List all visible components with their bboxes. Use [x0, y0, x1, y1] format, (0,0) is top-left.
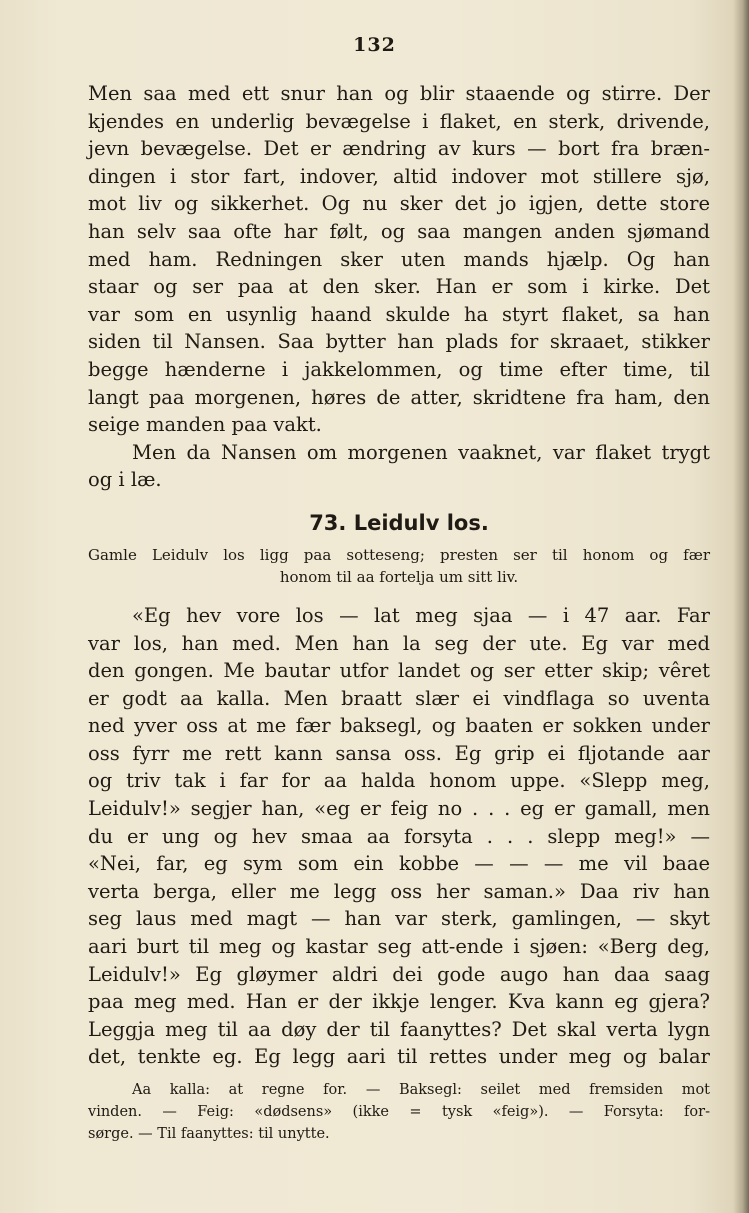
text-line: med ham. Redningen sker uten mands hjælp. Og han: [88, 247, 710, 271]
intro-line: Gamle Leidulv los ligg paa sotteseng; presten ser til honom og fær: [88, 545, 710, 564]
text-line: var som en usynlig haand skulde ha styrt flaket, sa han: [88, 302, 710, 326]
text-line: langt paa morgenen, høres de atter, skridtene fra ham, den: [88, 385, 710, 409]
text-line: verta berga, eller me legg oss her saman.» Daa riv han: [88, 879, 710, 903]
text-line: dingen i stor fart, indover, altid indover mot stillere sjø,: [88, 164, 710, 188]
text-line: siden til Nansen. Saa bytter han plads for skraaet, stikker: [88, 330, 710, 354]
paragraph-1: [88, 80, 710, 439]
text-line: seige manden paa vakt.: [88, 413, 322, 437]
text-line: kjendes en underlig bevægelse i flaket, en sterk, drivende,: [88, 109, 710, 133]
page-number: 132: [353, 34, 396, 56]
text-line: aari burt til meg og kastar seg att-ende i sjøen: «Berg deg,: [88, 935, 710, 959]
text-line: og i læ.: [88, 468, 162, 492]
footnote-line: Aa kalla: at regne for. — Baksegl: seilet med fremsiden mot: [132, 1082, 710, 1098]
text-line: Men da Nansen om morgenen vaaknet, var flaket trygt: [132, 440, 710, 464]
section-title: 73. Leidulv los.: [309, 510, 489, 535]
text-line: den gongen. Me bautar utfor landet og ser etter skip; vêret: [88, 659, 710, 683]
paragraph-2: [88, 439, 710, 494]
text-line: det, tenkte eg. Eg legg aari til rettes under meg og balar: [88, 1045, 710, 1069]
section-intro: [88, 544, 710, 588]
text-line: begge hænderne i jakkelommen, og time efter time, til: [88, 357, 710, 381]
text-line: Leidulv!» Eg gløymer aldri dei gode augo han daa saag: [88, 962, 710, 986]
text-line: seg laus med magt — han var sterk, gamlingen, — skyt: [88, 907, 710, 931]
footnote-line: vinden. — Feig: «dødsens» (ikke = tysk «feig»). — Forsyta: for-: [88, 1104, 710, 1120]
text-line: paa meg med. Han er der ikkje lenger. Kva kann eg gjera?: [88, 990, 710, 1014]
text-line: «Eg hev vore los — lat meg sjaa — i 47 aar. Far: [132, 603, 710, 627]
text-line: oss fyrr me rett kann sansa oss. Eg grip ei fljotande aar: [88, 741, 710, 765]
text-line: han selv saa ofte har følt, og saa mangen anden sjømand: [88, 219, 710, 243]
text-line: ned yver oss at me fær baksegl, og baaten er sokken under: [88, 714, 710, 738]
text-line: er godt aa kalla. Men braatt slær ei vindflaga so uventa: [88, 686, 710, 710]
text-line: «Nei, far, eg sym som ein kobbe — — — me vil baae: [88, 852, 710, 876]
page-edge-shadow: [733, 0, 749, 1213]
text-line: var los, han med. Men han la seg der ute. Eg var med: [88, 631, 710, 655]
text-line: mot liv og sikkerhet. Og nu sker det jo igjen, dette store: [88, 192, 710, 216]
text-line: du er ung og hev smaa aa forsyta . . . slepp meg!» —: [88, 824, 710, 848]
text-line: Leggja meg til aa døy der til faanyttes? Det skal verta lygn: [88, 1017, 710, 1041]
footnote-line: sørge. — Til faanyttes: til unytte.: [88, 1126, 330, 1142]
text-line: jevn bevægelse. Det er ændring av kurs — bort fra bræn-: [88, 137, 710, 161]
footnotes: [88, 1079, 710, 1145]
paragraph-3: [88, 602, 710, 1071]
intro-line: honom til aa fortelja um sitt liv.: [279, 567, 519, 586]
text-line: Men saa med ett snur han og blir staaende og stirre. Der: [88, 82, 710, 105]
page-body: [88, 80, 710, 1145]
text-line: Leidulv!» segjer han, «eg er feig no . . . eg er gamall, men: [88, 797, 710, 821]
text-line: og triv tak i far for aa halda honom uppe. «Slepp meg,: [88, 769, 710, 793]
text-line: staar og ser paa at den sker. Han er som i kirke. Det: [88, 275, 710, 299]
